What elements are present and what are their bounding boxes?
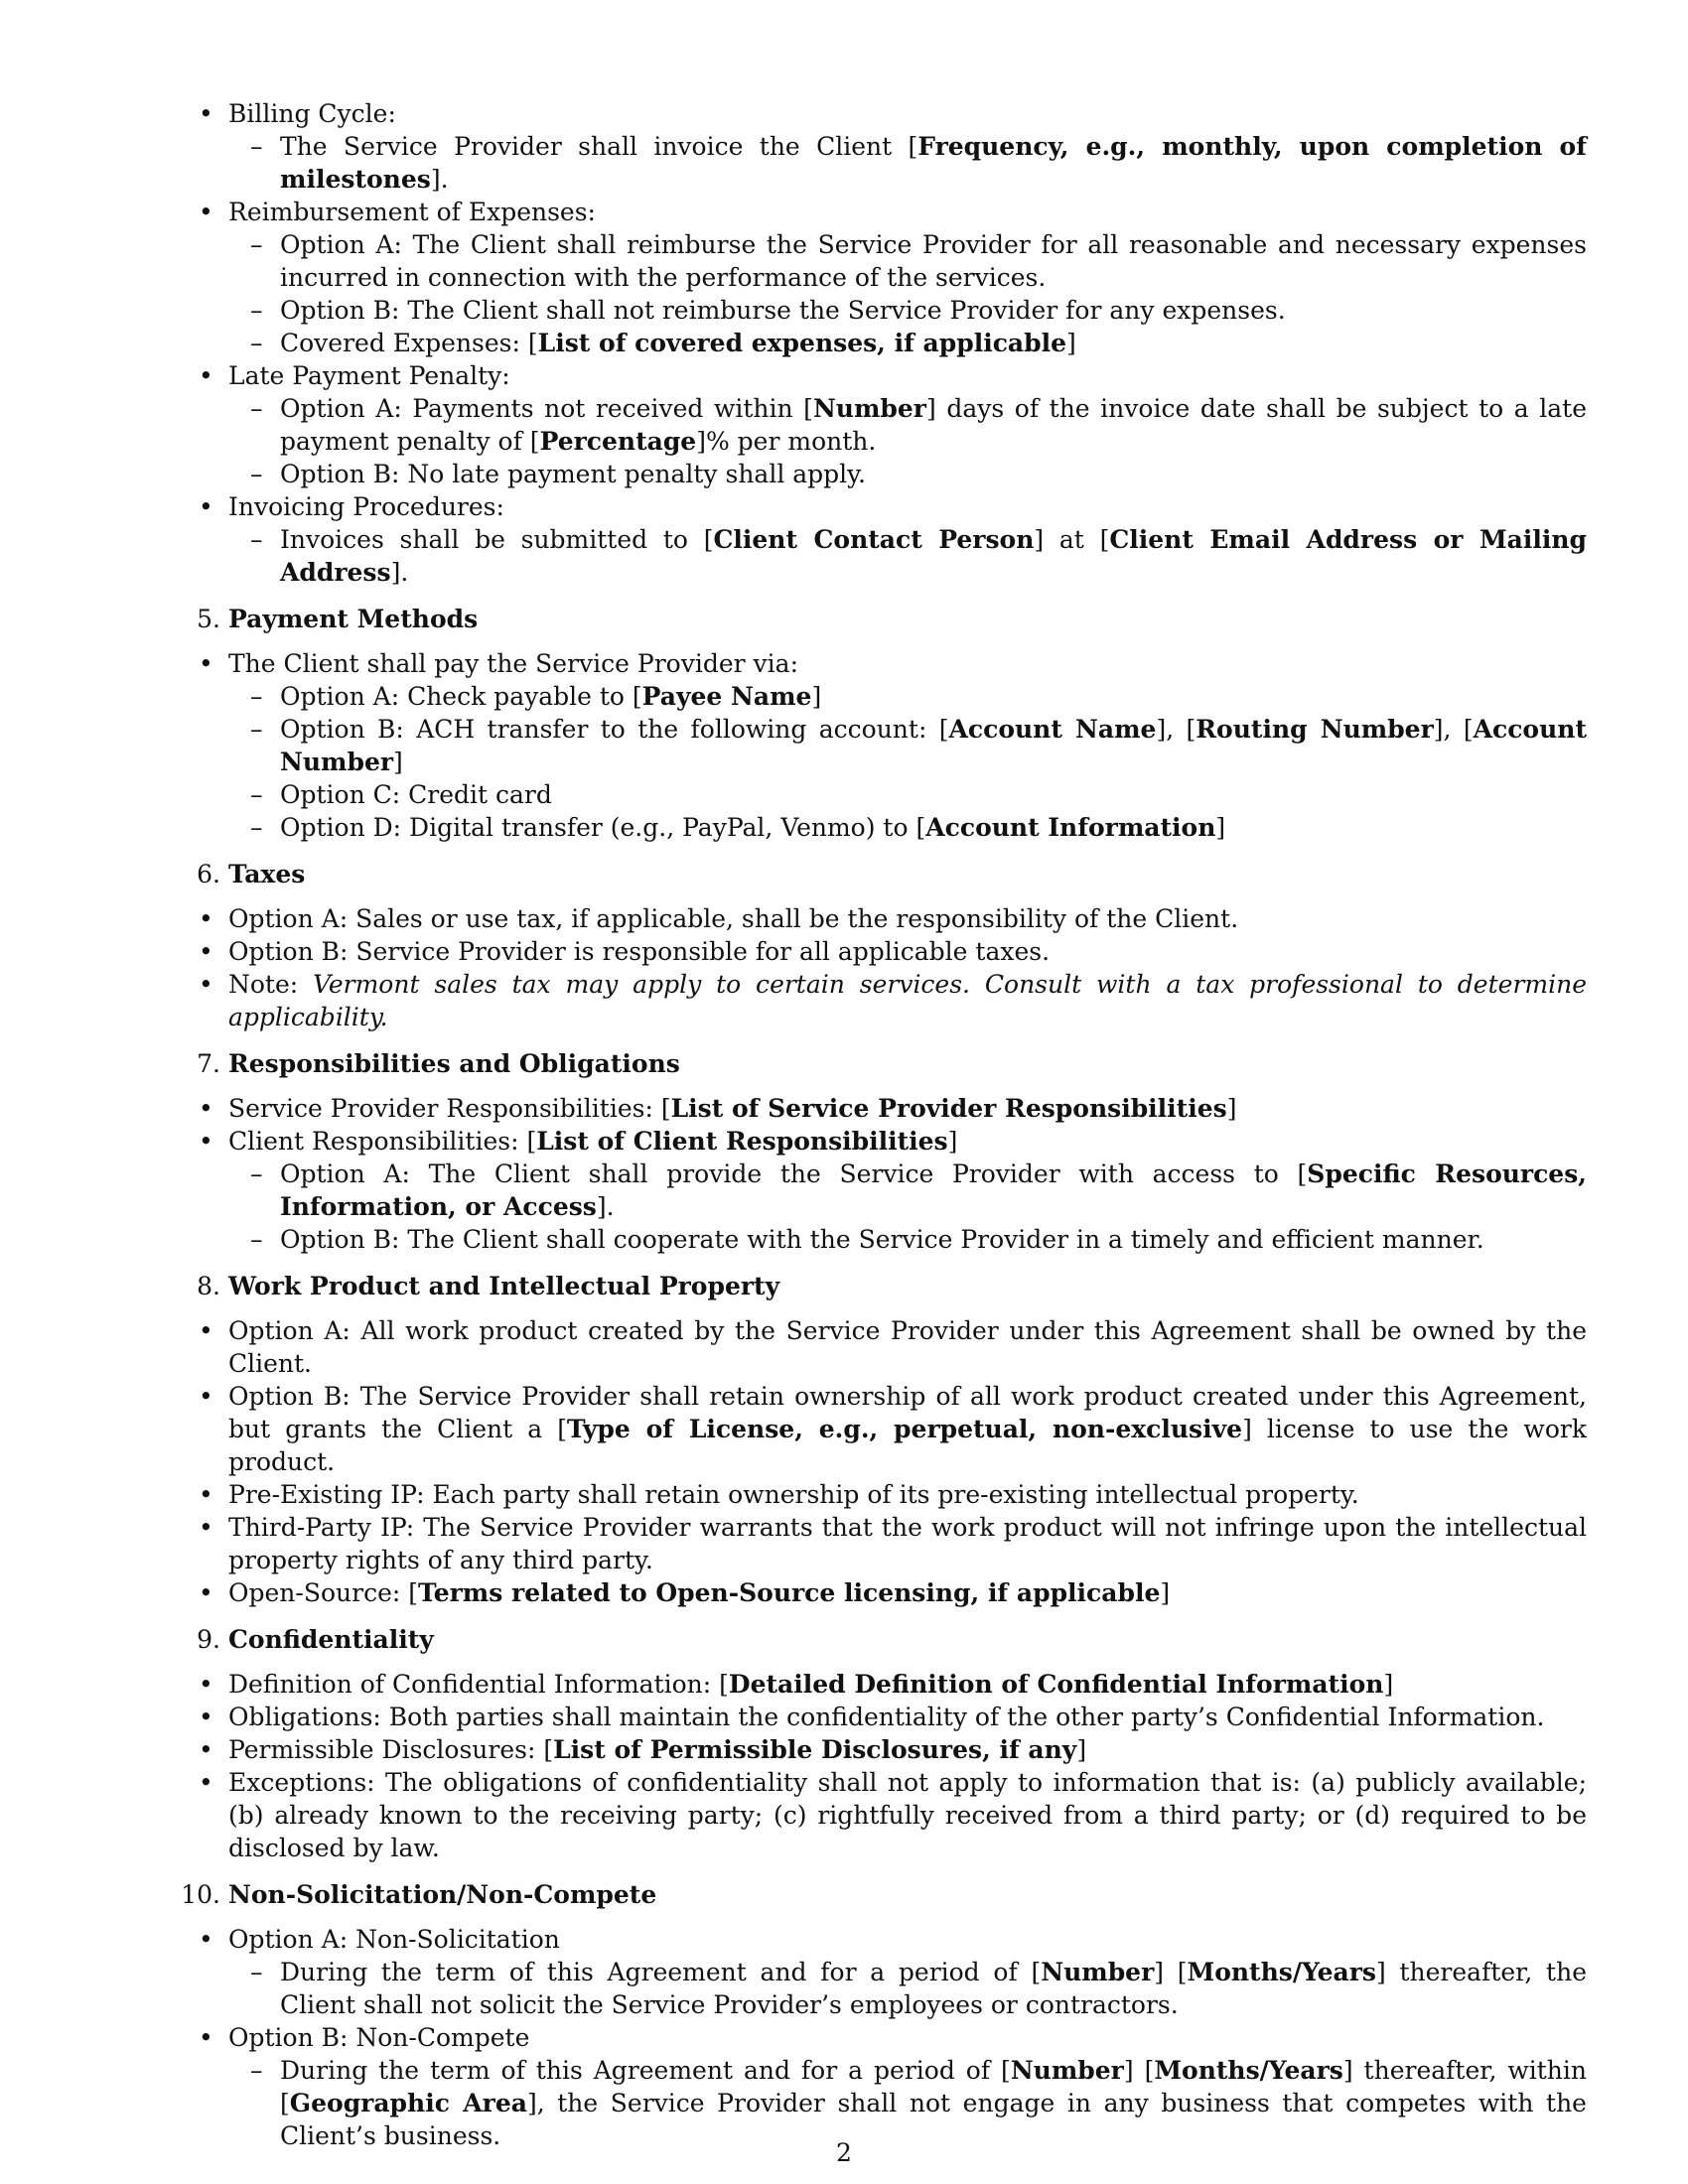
sub-list-item (228, 523, 1587, 589)
bullet-marker: • (199, 361, 213, 390)
text-run: Definition of Confidential Information: [ (228, 1670, 729, 1699)
list-item-text (228, 1094, 1236, 1123)
sub-list-item-text (280, 525, 1587, 587)
sub-list-item (228, 778, 1587, 811)
sub-list-item-text (280, 780, 552, 809)
text-run: The Service Provider shall invoice the Client [ (280, 132, 918, 161)
dash-marker: – (250, 296, 263, 325)
text-run: ] license to use the work product. (228, 1415, 1587, 1476)
text-run: Terms related to Open-Source licensing, if applicable (418, 1578, 1161, 1607)
list-item (199, 1701, 1587, 1733)
section-title: Responsibilities and Obligations (228, 1049, 680, 1078)
text-run: ] [ (1154, 1958, 1188, 1986)
text-run: ] (947, 1127, 958, 1156)
text-run: Frequency, e.g., monthly, upon completion of milestones (280, 132, 1587, 194)
list-item (199, 1511, 1587, 1576)
text-run: Option A: Payments not received within [ (280, 394, 813, 423)
text-run: ] thereafter, within [ (280, 2056, 1587, 2117)
list-item (199, 1576, 1587, 1609)
text-run: ]. (430, 165, 449, 194)
section-list (199, 1668, 1587, 1864)
list-item-text (228, 1480, 1359, 1509)
bullet-marker: • (199, 970, 213, 999)
text-run: List of Service Provider Responsibilities (670, 1094, 1227, 1123)
text-run: Option C: Credit card (280, 780, 552, 809)
text-run: Account Information (925, 813, 1216, 842)
sub-list-item-text (280, 682, 821, 711)
section-heading (169, 858, 1587, 890)
text-run: Months/Years (1154, 2056, 1343, 2085)
list-item-text (228, 1382, 1587, 1476)
bullet-marker: • (199, 1578, 213, 1607)
text-run: Account Name (948, 715, 1157, 744)
text-run: Exceptions: The obligations of confidentiality shall not apply to information that is: (a) publicly available; (b) already known to the receiving party; (c) rightfully received from a third party; or (d) required to be disclosed by law. (228, 1768, 1587, 1862)
text-run: Vermont sales tax may apply to certain services. Consult with a tax professional to determine applicability. (228, 970, 1587, 1031)
dash-marker: – (250, 715, 263, 744)
bullet-marker: • (199, 2023, 213, 2052)
text-run: ]% per month. (696, 427, 877, 456)
dash-marker: – (250, 394, 263, 423)
sub-list-item-text (280, 329, 1076, 357)
text-run: Option B: The Client shall not reimburse the Service Provider for any expenses. (280, 296, 1286, 325)
sub-list-item (228, 811, 1587, 844)
bullet-marker: • (199, 1513, 213, 1542)
list-item (199, 902, 1587, 935)
list-item (199, 1125, 1587, 1158)
list-item (199, 935, 1587, 968)
section-7 (197, 1047, 1587, 1256)
list-item-label: Invoicing Procedures: (228, 492, 504, 521)
bullet-marker: • (199, 1127, 213, 1156)
section-9 (197, 1623, 1587, 1864)
section-number: 9. (197, 1625, 220, 1654)
list-item (199, 1314, 1587, 1380)
bullet-marker: • (199, 649, 213, 678)
bullet-marker: • (199, 198, 213, 226)
sub-list-item (228, 680, 1587, 713)
text-run: Pre-Existing IP: Each party shall retain ownership of its pre-existing intellectual property. (228, 1480, 1359, 1509)
list-item-text (228, 2023, 529, 2052)
section-list (199, 1923, 1587, 2152)
section-list (199, 647, 1588, 844)
sub-list-item (228, 1956, 1587, 2021)
section-number: 10. (181, 1880, 220, 1909)
list-item-text (228, 904, 1238, 933)
text-run: ] days of the invoice date shall be subject to a late payment penalty of [ (280, 394, 1587, 456)
list-item (199, 1733, 1587, 1766)
bullet-marker: • (199, 1768, 213, 1797)
section-6 (197, 858, 1587, 1033)
text-run: Open-Source: [ (228, 1578, 418, 1607)
list-item-label: Billing Cycle: (228, 99, 396, 128)
text-run: ] (1076, 1735, 1087, 1764)
sub-list-item (228, 713, 1587, 778)
list-item (199, 2021, 1587, 2054)
bullet-marker: • (199, 1925, 213, 1954)
bullet-marker: • (199, 1703, 213, 1731)
text-run: Permissible Disclosures: [ (228, 1735, 554, 1764)
sub-list-item-text (280, 813, 1225, 842)
text-run: Percentage (539, 427, 697, 456)
sub-list-item (228, 392, 1587, 458)
section-10 (181, 1878, 1587, 2152)
text-run: Covered Expenses: [ (280, 329, 538, 357)
sub-list-item-text (280, 132, 1587, 194)
list-item-text (228, 1925, 560, 1954)
section-number: 5. (197, 605, 220, 633)
dash-marker: – (250, 525, 263, 554)
document-body (181, 97, 1588, 2152)
text-run: Client Responsibilities: [ (228, 1127, 537, 1156)
bullet-marker: • (199, 1316, 213, 1345)
dash-marker: – (250, 329, 263, 357)
dash-marker: – (250, 1958, 263, 1986)
text-run: Option B: No late payment penalty shall apply. (280, 460, 866, 488)
dash-marker: – (250, 2056, 263, 2085)
bullet-marker: • (199, 904, 213, 933)
text-run: Client Contact Person (713, 525, 1035, 554)
text-run: Option B: Non-Compete (228, 2023, 530, 2052)
list-item-text (228, 1670, 1393, 1699)
text-run: Months/Years (1187, 1958, 1376, 1986)
list-item (199, 359, 1587, 392)
text-run: Option B: The Client shall cooperate with the Service Provider in a timely and efficient manner. (280, 1225, 1484, 1254)
text-run: Note: (228, 970, 314, 999)
list-item (199, 490, 1587, 523)
text-run: Option A: Non-Solicitation (228, 1925, 560, 1954)
text-run: Third-Party IP: The Service Provider warrants that the work product will not infringe upon the intellectual property rights of any third party. (228, 1513, 1587, 1574)
list-item-text (228, 1513, 1587, 1574)
sub-list-item (228, 1158, 1587, 1223)
text-run: ], [ (1433, 715, 1474, 744)
text-run: ]. (390, 558, 409, 587)
sub-list-item-text (280, 2056, 1587, 2150)
section-list (199, 1092, 1587, 1256)
text-run: Option A: Sales or use tax, if applicable, shall be the responsibility of the Client. (228, 904, 1239, 933)
bullet-marker: • (199, 1480, 213, 1509)
text-run: Option A: The Client shall provide the Service Provider with access to [ (280, 1160, 1308, 1188)
text-run: Detailed Definition of Confidential Information (728, 1670, 1384, 1699)
section-8 (197, 1270, 1587, 1609)
bullet-marker: • (199, 1382, 213, 1411)
sub-list-item-text (280, 296, 1286, 325)
list-item (199, 97, 1587, 130)
dash-marker: – (250, 132, 263, 161)
list-item-text (228, 1768, 1587, 1862)
section-title: Work Product and Intellectual Property (228, 1272, 780, 1300)
text-run: Account Number (280, 715, 1588, 776)
text-run: List of Permissible Disclosures, if any (553, 1735, 1077, 1764)
text-run: Number (1041, 1958, 1155, 1986)
bullet-marker: • (199, 937, 213, 966)
list-item-text (228, 649, 798, 678)
text-run: Option B: Service Provider is responsible for all applicable taxes. (228, 937, 1051, 966)
list-item-text (228, 1703, 1544, 1731)
text-run: Payee Name (641, 682, 812, 711)
list-item (199, 1923, 1587, 1956)
list-item-text (228, 1578, 1170, 1607)
text-run: ] (1226, 1094, 1237, 1123)
text-run: Option D: Digital transfer (e.g., PayPal, Venmo) to [ (280, 813, 926, 842)
text-run: ], the Service Provider shall not engage in any business that competes with the Client’s business. (280, 2089, 1587, 2150)
text-run: Number (1010, 2056, 1124, 2085)
text-run: ] (1160, 1578, 1171, 1607)
text-run: Client Email Address or Mailing Address (280, 525, 1587, 587)
section-5 (197, 603, 1588, 844)
section-number: 6. (197, 860, 220, 888)
section-heading (169, 1270, 1587, 1302)
section-title: Non-Solicitation/Non-Compete (228, 1880, 657, 1909)
list-item-text (228, 970, 1587, 1031)
text-run: ], [ (1156, 715, 1196, 744)
sub-list-item (228, 228, 1587, 294)
text-run: ] (1066, 329, 1076, 357)
text-run: Option A: All work product created by the Service Provider under this Agreement shall be owned by the Client. (228, 1316, 1587, 1378)
section-title: Taxes (228, 860, 306, 888)
dash-marker: – (250, 460, 263, 488)
list-item (199, 1668, 1587, 1701)
bullet-marker: • (199, 99, 213, 128)
list-item (199, 1092, 1587, 1125)
section-title: Confidentiality (228, 1625, 434, 1654)
text-run: Invoices shall be submitted to [ (280, 525, 714, 554)
sub-list-item-text (280, 1958, 1587, 2019)
text-run: List of covered expenses, if applicable (537, 329, 1066, 357)
text-run: ] (1383, 1670, 1394, 1699)
list-item (199, 1380, 1587, 1478)
text-run: ] (393, 748, 403, 776)
text-run: Option B: The Service Provider shall retain ownership of all work product created under this Agreement, but grants the Client a [ (228, 1382, 1587, 1443)
sub-list-item (228, 294, 1587, 327)
sub-list-item-text (280, 460, 866, 488)
sub-list-item (228, 327, 1587, 359)
text-run: List of Client Responsibilities (536, 1127, 948, 1156)
list-item (199, 196, 1587, 228)
text-run: Geographic Area (289, 2089, 527, 2117)
list-item-text (228, 1316, 1587, 1378)
dash-marker: – (250, 1225, 263, 1254)
text-run: ]. (596, 1192, 615, 1221)
section-title: Payment Methods (228, 605, 479, 633)
section-heading (169, 603, 1587, 635)
text-run: Type of License, e.g., perpetual, non-exclusive (567, 1415, 1243, 1443)
dash-marker: – (250, 1160, 263, 1188)
sub-list-item-text (280, 394, 1587, 456)
bullet-marker: • (199, 1670, 213, 1699)
text-run: ] [ (1123, 2056, 1155, 2085)
text-run: The Client shall pay the Service Provider via: (228, 649, 798, 678)
list-item (199, 647, 1587, 680)
dash-marker: – (250, 682, 263, 711)
bullet-marker: • (199, 1735, 213, 1764)
sub-list-item (228, 130, 1587, 196)
section-heading (169, 1878, 1587, 1911)
list-item-text (228, 1127, 957, 1156)
text-run: ] (811, 682, 822, 711)
page-number: 2 (836, 2138, 852, 2167)
list-item-label: Late Payment Penalty: (228, 361, 510, 390)
text-run: Obligations: Both parties shall maintain the confidentiality of the other party’s Confidential Information. (228, 1703, 1545, 1731)
sub-list-item-text (280, 1225, 1484, 1254)
text-run: During the term of this Agreement and for a period of [ (280, 1958, 1042, 1986)
section-heading (169, 1047, 1587, 1080)
section-list (199, 1314, 1587, 1609)
sub-list-item (228, 458, 1587, 490)
list-item (199, 1766, 1587, 1864)
section-heading (169, 1623, 1587, 1656)
text-run: Option A: The Client shall reimburse the Service Provider for all reasonable and necessary expenses incurred in connection with the performance of the services. (280, 230, 1587, 292)
list-item (199, 968, 1587, 1033)
text-run: ] at [ (1034, 525, 1110, 554)
sub-list-item-text (280, 230, 1587, 292)
section-list (199, 902, 1587, 1033)
sub-list-item-text (280, 1160, 1587, 1221)
text-run: ] thereafter, the Client shall not solicit the Service Provider’s employees or contractors. (280, 1958, 1587, 2019)
text-run: ] (1215, 813, 1226, 842)
section-number: 7. (197, 1049, 220, 1078)
text-run: Option B: ACH transfer to the following account: [ (280, 715, 949, 744)
list-item-text (228, 1735, 1086, 1764)
dash-marker: – (250, 230, 263, 259)
sub-list-item-text (280, 715, 1587, 776)
text-run: Specific Resources, Information, or Access (280, 1160, 1587, 1221)
bullet-marker: • (199, 1094, 213, 1123)
list-item-text (228, 937, 1050, 966)
text-run: Number (812, 394, 926, 423)
continued-list (199, 97, 1587, 589)
text-run: Service Provider Responsibilities: [ (228, 1094, 671, 1123)
dash-marker: – (250, 813, 263, 842)
dash-marker: – (250, 780, 263, 809)
text-run: Option A: Check payable to [ (280, 682, 642, 711)
section-number: 8. (197, 1272, 220, 1300)
list-item-label: Reimbursement of Expenses: (228, 198, 596, 226)
bullet-marker: • (199, 492, 213, 521)
text-run: During the term of this Agreement and for a period of [ (280, 2056, 1011, 2085)
sub-list-item (228, 1223, 1587, 1256)
text-run: Routing Number (1196, 715, 1434, 744)
list-item (199, 1478, 1587, 1511)
